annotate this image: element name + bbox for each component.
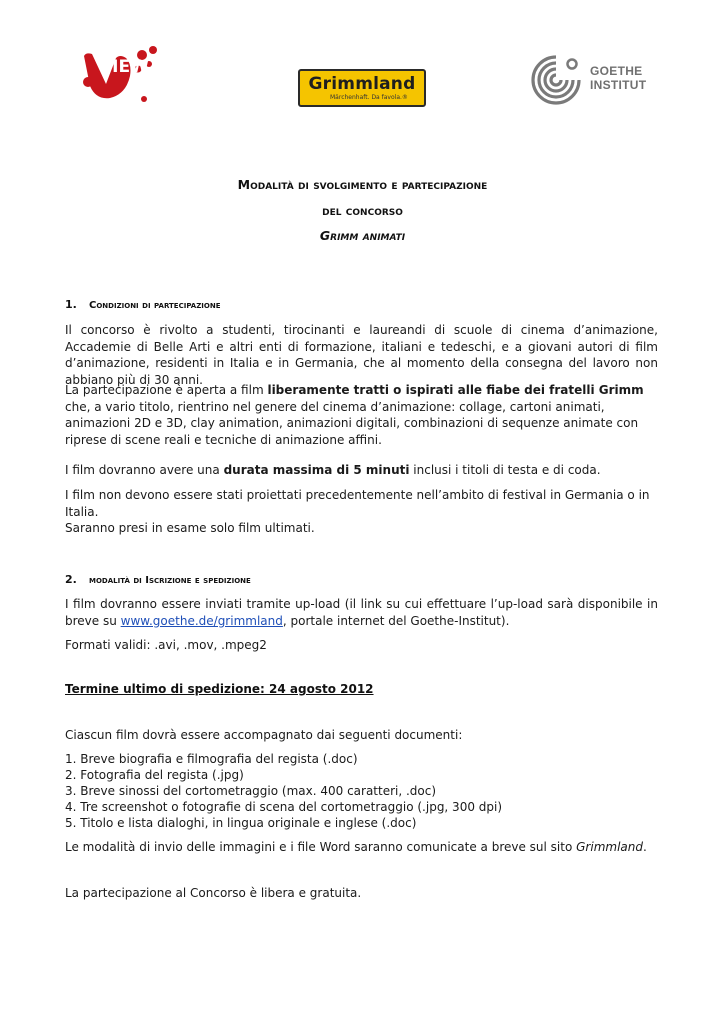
list-item: 3. Breve sinossi del cortometraggio (max. 400 caratteri, .doc): [65, 784, 437, 798]
section-1-paragraph-1: Il concorso è rivolto a studenti, tirocinanti e laureandi di scuole di cinema d’animazione, Accademie di Belle Arti e altri enti di formazione, italiani e tedeschi, e a giovani autori di film d’animazione, residenti in Italia e in Germania, che al momento della consegna del lavoro non abbiano più di 30 anni.: [65, 323, 658, 387]
para3-bold: durata massima di 5 minuti: [223, 463, 410, 477]
section-2-paragraph-1: [65, 596, 658, 629]
goethe-line2: INSTITUT: [590, 78, 647, 92]
section-1-heading: [65, 298, 221, 313]
deadline-line: Termine ultimo di spedizione: 24 agosto 2012: [65, 682, 374, 696]
document-title-line2: del concorso: [322, 203, 403, 218]
list-item: 1. Breve biografia e filmografia del regista (.doc): [65, 752, 358, 766]
svg-text:VIEW: VIEW: [99, 57, 149, 77]
section-2-label: modalità di Iscrizione e spedizione: [89, 575, 251, 586]
grimmland-logo: [298, 69, 426, 107]
images-note-end: .: [642, 840, 647, 854]
para2-text-b: che, a vario titolo, rientrino nel genere del cinema d’animazione: collage, cartoni animati, animazioni 2D e 3D, clay animation, animazioni digitali, combinazioni di sequenze animate con riprese di scene reali e tecniche di animazione affini.: [65, 399, 639, 447]
documents-intro: Ciascun film dovrà essere accompagnato dai seguenti documenti:: [65, 728, 463, 742]
para3-text-a: I film dovranno avere una: [65, 463, 224, 477]
list-item: 5. Titolo e lista dialoghi, in lingua originale e inglese (.doc): [65, 816, 417, 830]
list-item: 2. Fotografia del regista (.jpg): [65, 768, 244, 782]
free-participation-note: La partecipazione al Concorso è libera e gratuita.: [65, 886, 362, 900]
images-note-site: Grimmland: [576, 840, 643, 854]
document-title-line3: Grimm animati: [319, 228, 406, 243]
para2-text-a: La partecipazione è aperta a film: [65, 383, 268, 397]
goethe-institut-logo: [530, 54, 650, 106]
documents-list: [65, 751, 502, 831]
section-1-paragraph-2: [65, 382, 658, 448]
view-logo: [80, 42, 160, 108]
section-1-paragraph-4: I film non devono essere stati proiettati precedentemente nell’ambito di festival in Germania o in Italia.: [65, 488, 650, 519]
goethe-spiral-icon: [530, 54, 582, 106]
section-2-number: 2.: [65, 573, 77, 586]
upload-text-b: , portale internet del Goethe-Institut).: [282, 613, 510, 628]
list-item: 4. Tre screenshot o fotografie di scena del cortometraggio (.jpg, 300 dpi): [65, 800, 503, 814]
document-title-line1: Modalità di svolgimento e partecipazione: [237, 177, 488, 192]
grimmland-logo-title: Grimmland: [308, 74, 416, 94]
section-1-number: 1.: [65, 298, 77, 311]
goethe-line1: GOETHE: [590, 64, 643, 78]
formats-line: Formati validi: .avi, .mov, .mpeg2: [65, 638, 267, 652]
section-1-paragraph-3: [65, 462, 658, 479]
images-note-text: Le modalità di invio delle immagini e i file Word saranno comunicate a breve sul sito: [65, 840, 577, 854]
upload-text-a: I film dovranno essere inviati tramite up-load (il link su cui effettuare l’up-load sarà disponibile in breve su: [65, 597, 658, 628]
goethe-institut-wordmark: [590, 64, 646, 92]
para2-bold: liberamente tratti o ispirati alle fiabe dei fratelli Grimm: [267, 383, 644, 397]
para3-text-b: inclusi i titoli di testa e di coda.: [409, 463, 601, 477]
goethe-grimmland-link[interactable]: www.goethe.de/grimmland: [120, 613, 283, 628]
section-1-label: Condizioni di partecipazione: [89, 300, 221, 311]
section-1-paragraph-5: Saranno presi in esame solo film ultimati.: [65, 521, 315, 535]
section-2-heading: [65, 573, 251, 588]
grimmland-logo-subtitle: Märchenhaft. Da favola.®: [330, 94, 408, 101]
images-note: [65, 839, 658, 856]
